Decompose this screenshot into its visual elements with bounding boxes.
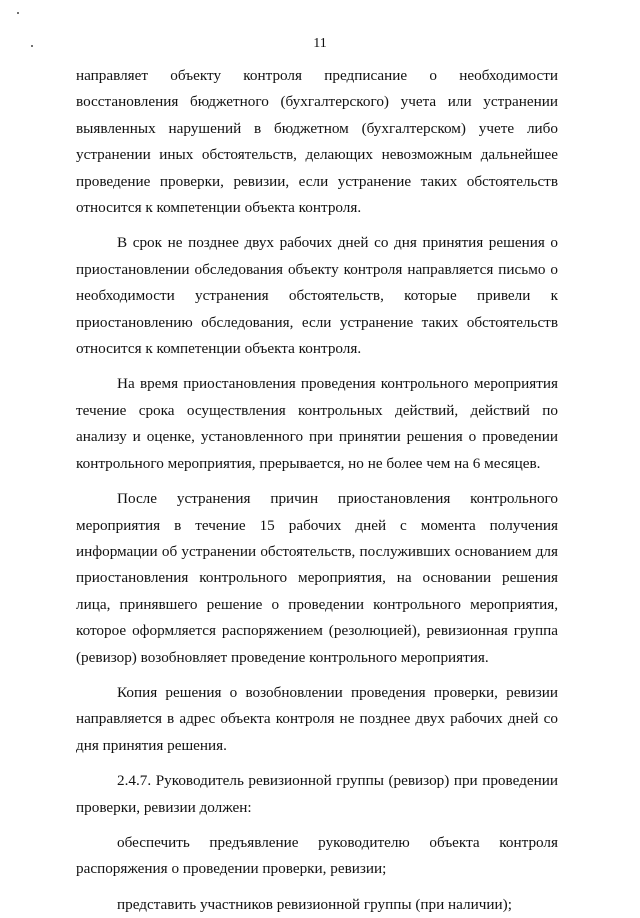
paragraph-section-2-4-7: 2.4.7. Руководитель ревизионной группы (ревизор) при проведении проверки, ревизии должен: (76, 772, 558, 816)
document-body (76, 63, 558, 918)
list-item-present-order: обеспечить предъявление руководителю объекта контроля распоряжения о проведении проверки, ревизии; (76, 833, 558, 878)
paragraph-suspension-period: На время приостановления проведения контрольного мероприятия течение срока осуществления контрольных действий, действий по анализу и оценке, установленного при принятии решения о проведении контрольного мероприятия, прерывается, но не более чем на 6 месяцев. (76, 375, 558, 472)
page-number: 11 (313, 36, 327, 51)
paragraph-continuation: направляет объекту контроля предписание о необходимости восстановления бюджетного (бухгалтерского) учета или устранении выявленных нарушений в бюджетном (бухгалтерском) учете либо устранении иных обстоятельств, делающих невозможным дальнейшее проведение проверки, ревизии, если устранение таких обстоятельств относится к компетенции объекта контроля. (76, 67, 558, 217)
paragraph-resumption: После устранения причин приостановления контрольного мероприятия в течение 15 рабочих дней с момента получения информации об устранении обстоятельств, послуживших основанием для приостановления контрольного мероприятия, на основании решения лица, принявшего решение о проведении контрольного мероприятия, которое оформляется распоряжением (резолюцией), ревизионная группа (ревизор) возобновляет проведение контрольного мероприятия. (76, 490, 558, 666)
scan-speck (17, 12, 19, 14)
paragraph-resumption-copy: Копия решения о возобновлении проведения проверки, ревизии направляется в адрес объекта контроля не позднее двух рабочих дней со дня принятия решения. (76, 683, 558, 754)
paragraph-inspection-letter: В срок не позднее двух рабочих дней со дня принятия решения о приостановлении обследования объекту контроля направляется письмо о необходимости устранения обстоятельств, которые привели к приостановлению обследования, если устранение таких обстоятельств относится к компетенции объекта контроля. (76, 234, 558, 358)
list-item-introduce-members: представить участников ревизионной группы (при наличии); (117, 895, 512, 913)
